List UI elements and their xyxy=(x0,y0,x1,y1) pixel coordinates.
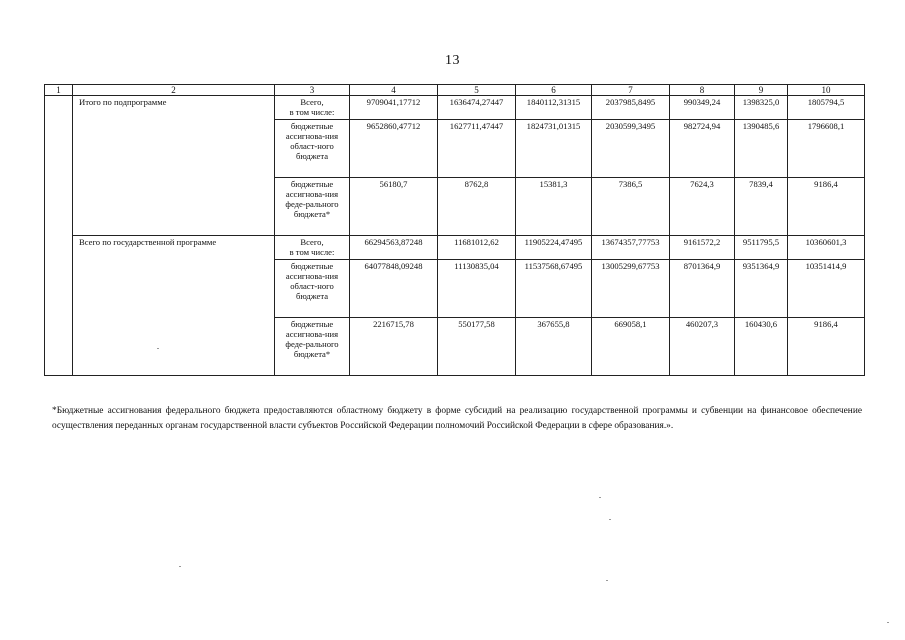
value-cell: 550177,58 xyxy=(438,318,516,376)
value-cell: 11130835,04 xyxy=(438,260,516,318)
value-cell: 1627711,47447 xyxy=(438,120,516,178)
value-cell: 367655,8 xyxy=(516,318,592,376)
funding-type-cell: бюджетные ассигнова-ния област-ного бюджета xyxy=(275,260,350,318)
value-cell: 8701364,9 xyxy=(670,260,735,318)
scan-speck xyxy=(606,580,608,581)
value-cell: 10351414,9 xyxy=(788,260,865,318)
value-cell: 990349,24 xyxy=(670,96,735,120)
funding-type-cell: бюджетные ассигнова-ния област-ного бюджета xyxy=(275,120,350,178)
funding-type-cell xyxy=(275,96,350,120)
value-cell: 11905224,47495 xyxy=(516,236,592,260)
value-cell: 460207,3 xyxy=(670,318,735,376)
scan-speck xyxy=(887,622,889,623)
column-number: 7 xyxy=(592,85,670,96)
table-row xyxy=(45,96,865,120)
scan-speck xyxy=(157,348,159,349)
value-cell: 9186,4 xyxy=(788,318,865,376)
budget-table xyxy=(44,84,865,376)
column-number: 2 xyxy=(73,85,275,96)
page-number: 13 xyxy=(445,53,460,68)
value-cell: 2037985,8495 xyxy=(592,96,670,120)
value-cell: 1840112,31315 xyxy=(516,96,592,120)
value-cell: 1796608,1 xyxy=(788,120,865,178)
value-cell: 13005299,67753 xyxy=(592,260,670,318)
column-number: 9 xyxy=(735,85,788,96)
footnote: *Бюджетные ассигнования федерального бюджета предоставляются областному бюджету в форме субсидий на реализацию государственной программы и субвенции на финансовое обеспечение осуществления переданных органам государственной власти субъектов Российской Федерации полномочий Российской Федерации в сфере образования.». xyxy=(52,406,862,431)
value-cell: 13674357,77753 xyxy=(592,236,670,260)
subprogram-total-label: Итого по подпрограмме xyxy=(73,96,275,236)
value-cell: 11681012,62 xyxy=(438,236,516,260)
value-cell: 9709041,17712 xyxy=(350,96,438,120)
value-cell: 10360601,3 xyxy=(788,236,865,260)
column-number: 5 xyxy=(438,85,516,96)
value-cell: 8762,8 xyxy=(438,178,516,236)
value-cell: 1636474,27447 xyxy=(438,96,516,120)
value-cell: 9351364,9 xyxy=(735,260,788,318)
value-cell: 66294563,87248 xyxy=(350,236,438,260)
program-total-label: Всего по государственной программе xyxy=(73,236,275,376)
value-cell: 9511795,5 xyxy=(735,236,788,260)
funding-type-cell: бюджетные ассигнова-ния феде-рального бюджета* xyxy=(275,318,350,376)
scan-speck xyxy=(179,566,181,567)
column-number: 1 xyxy=(45,85,73,96)
value-cell: 7624,3 xyxy=(670,178,735,236)
scan-speck xyxy=(599,497,601,498)
value-cell: 982724,94 xyxy=(670,120,735,178)
value-cell: 9161572,2 xyxy=(670,236,735,260)
funding-type-label: Всего, в том числе: xyxy=(289,237,335,257)
table-row xyxy=(45,236,865,260)
column-number: 10 xyxy=(788,85,865,96)
scan-speck xyxy=(609,519,611,520)
column-number: 4 xyxy=(350,85,438,96)
column-number: 8 xyxy=(670,85,735,96)
column-number: 3 xyxy=(275,85,350,96)
value-cell: 2216715,78 xyxy=(350,318,438,376)
value-cell: 2030599,3495 xyxy=(592,120,670,178)
funding-type-cell: бюджетные ассигнова-ния феде-рального бюджета* xyxy=(275,178,350,236)
value-cell: 11537568,67495 xyxy=(516,260,592,318)
column-number-row xyxy=(45,85,865,96)
value-cell: 1398325,0 xyxy=(735,96,788,120)
funding-type-cell xyxy=(275,236,350,260)
value-cell: 64077848,09248 xyxy=(350,260,438,318)
value-cell: 9186,4 xyxy=(788,178,865,236)
value-cell: 9652860,47712 xyxy=(350,120,438,178)
value-cell: 160430,6 xyxy=(735,318,788,376)
column-number: 6 xyxy=(516,85,592,96)
value-cell: 1824731,01315 xyxy=(516,120,592,178)
row-number-cell xyxy=(45,96,73,376)
value-cell: 1805794,5 xyxy=(788,96,865,120)
value-cell: 56180,7 xyxy=(350,178,438,236)
value-cell: 7839,4 xyxy=(735,178,788,236)
value-cell: 669058,1 xyxy=(592,318,670,376)
funding-type-label: Всего, в том числе: xyxy=(289,97,335,117)
value-cell: 1390485,6 xyxy=(735,120,788,178)
value-cell: 7386,5 xyxy=(592,178,670,236)
value-cell: 15381,3 xyxy=(516,178,592,236)
